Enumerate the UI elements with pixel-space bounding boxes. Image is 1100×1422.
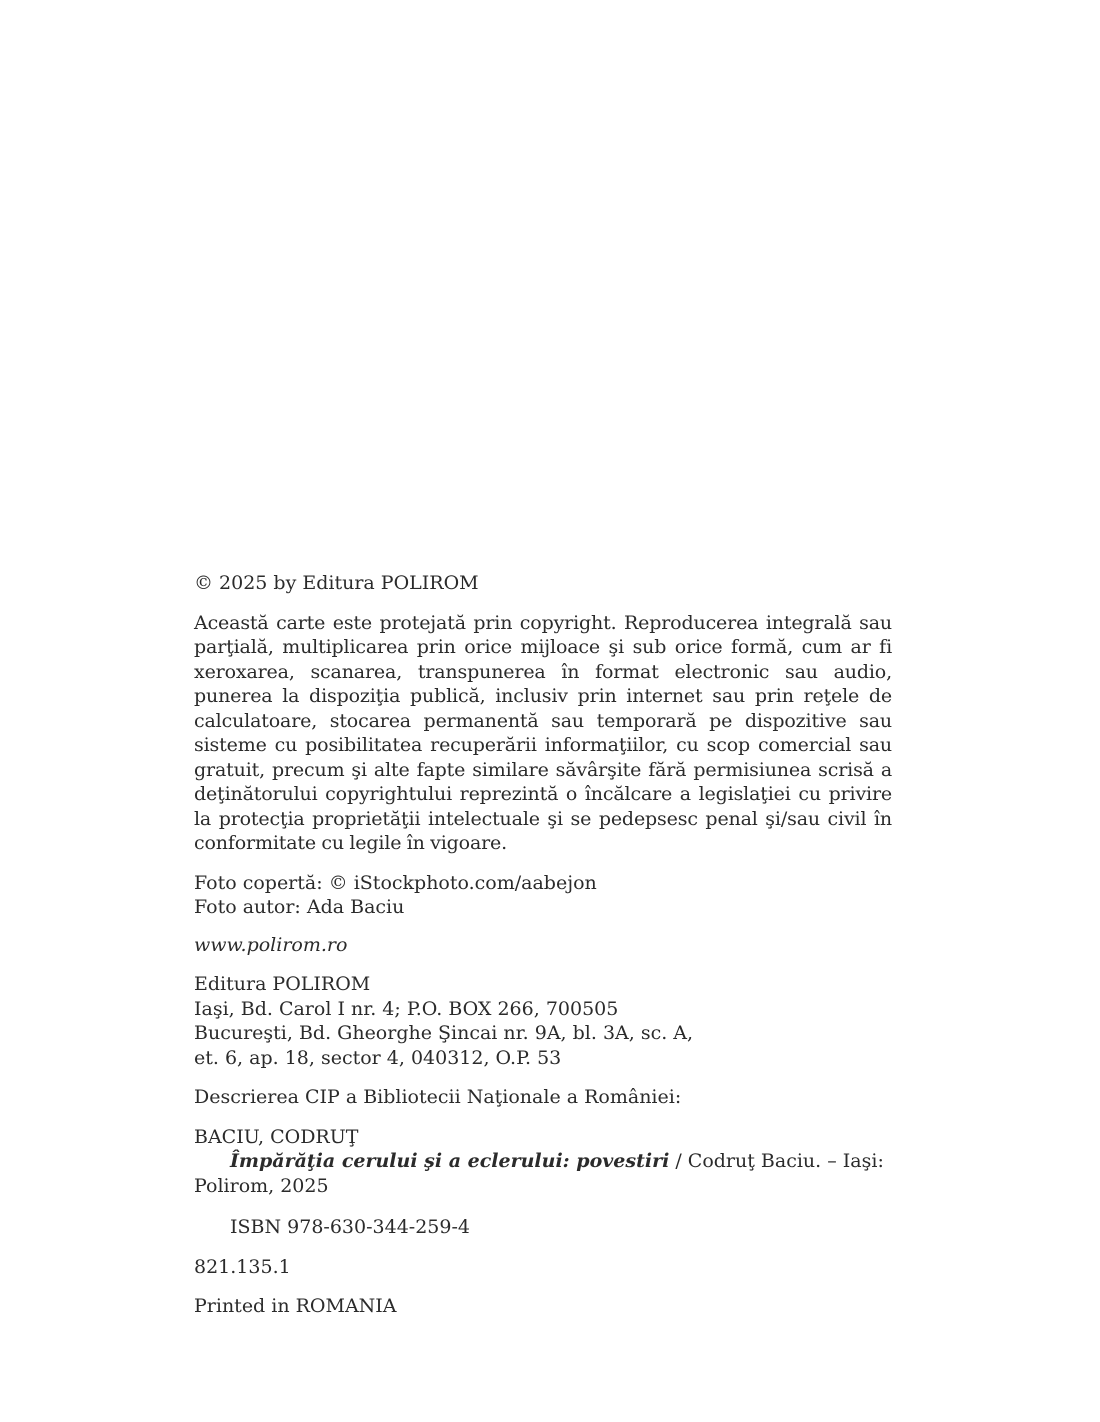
address-iasi: Iaşi, Bd. Carol I nr. 4; P.O. BOX 266, 700505 bbox=[194, 997, 619, 1020]
cip-isbn: ISBN 978-630-344-259-4 bbox=[230, 1216, 470, 1238]
legal-notice: Această carte este protejată prin copyright. Reproducerea integrală sau parţială, multiplicarea prin orice mijloace şi sub orice formă, cum ar fi xeroxarea, scanarea, transpunerea în format electronic sau audio, punerea la dispoziţia publică, inclusiv prin internet sau prin reţele de calculatoare, stocarea permanentă sau temporară pe dispozitive sau sisteme cu posibilitatea recuperării informaţiilor, cu scop comercial sau gratuit, precum şi alte fapte similare săvârşite fără permisiunea scrisă a deţinătorului copyrightului reprezintă o încălcare a legislaţiei cu privire la protecţia proprietăţii intelectuale şi se pedepsesc penal şi/sau civil în conformitate cu legile în vigoare. bbox=[194, 611, 892, 854]
cip-responsibility: / Codruţ Baciu. – Iaşi: Polirom, 2025 bbox=[194, 1150, 884, 1197]
cip-author: BACIU, CODRUŢ bbox=[194, 1125, 359, 1148]
cip-classification: 821.135.1 bbox=[194, 1255, 291, 1278]
copyright-block bbox=[194, 571, 892, 1319]
publisher-name: Editura POLIROM bbox=[194, 973, 371, 995]
cip-heading: Descrierea CIP a Bibliotecii Naţionale a României: bbox=[194, 1086, 682, 1108]
publisher-website[interactable]: www.polirom.ro bbox=[194, 933, 348, 956]
copyright-line: © 2025 by Editura POLIROM bbox=[194, 572, 479, 594]
address-bucuresti-line-1: Bucureşti, Bd. Gheorghe Şincai nr. 9A, bl. 3A, sc. A, bbox=[194, 1022, 694, 1044]
cover-photo-credit: Foto copertă: © iStockphoto.com/aabejon bbox=[194, 871, 597, 894]
address-bucuresti-line-2: et. 6, ap. 18, sector 4, 040312, O.P. 53 bbox=[194, 1046, 562, 1069]
printed-in: Printed in ROMANIA bbox=[194, 1295, 397, 1317]
cip-title-line bbox=[194, 1149, 892, 1198]
cip-book-title: Împărăţia cerului şi a eclerului: povestiri bbox=[230, 1150, 670, 1172]
author-photo-credit: Foto autor: Ada Baciu bbox=[194, 896, 405, 918]
